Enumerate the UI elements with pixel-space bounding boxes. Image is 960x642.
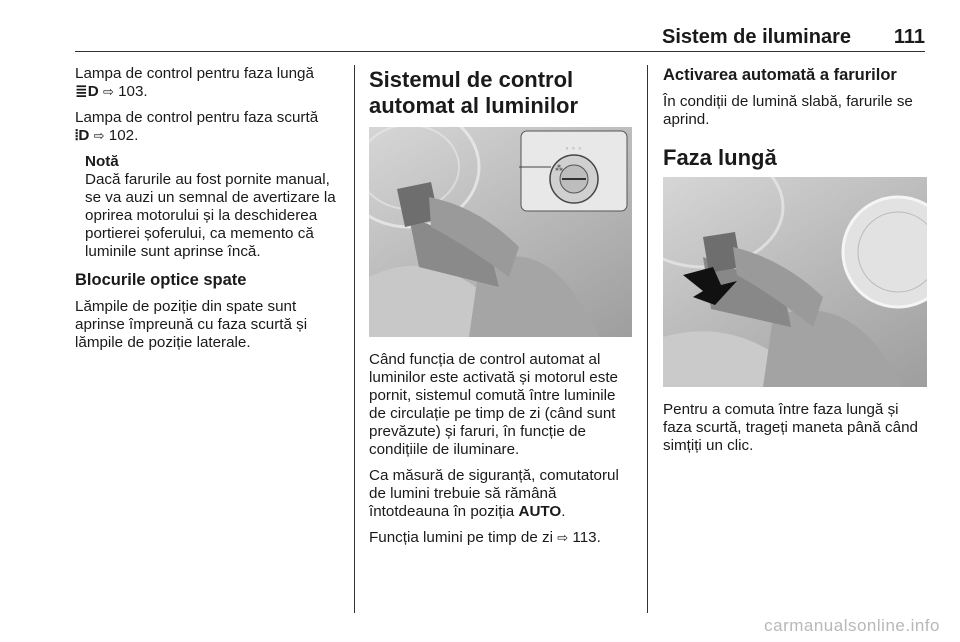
low-beam-icon: ⦙D — [75, 127, 90, 144]
auto-position-label: AUTO — [518, 503, 562, 520]
section-title: Blocurile optice spate — [75, 271, 247, 289]
auto-safety-paragraph — [369, 467, 632, 521]
paragraph-text: Lampa de control pentru faza scurtă — [75, 109, 319, 126]
svg-text:◦ ◦ ◦: ◦ ◦ ◦ — [565, 145, 582, 153]
column-divider — [354, 65, 355, 613]
svg-text:⁂: ⁂ — [555, 164, 563, 173]
high-beam-icon: ≣D — [75, 83, 99, 100]
paragraph-end: . — [561, 503, 566, 520]
note-block — [85, 153, 343, 261]
page-ref-arrow-icon: ⇨ — [102, 84, 114, 99]
page-header — [75, 25, 925, 52]
column-right — [663, 65, 927, 455]
auto-headlamps-text: În condiții de lumină slabă, farurile se aprind. — [663, 93, 913, 128]
paragraph-text: Lampa de control pentru faza lungă — [75, 65, 314, 82]
header-title: Sistem de iluminare — [662, 26, 851, 48]
page-ref-arrow-icon: ⇨ — [557, 530, 569, 545]
column-left — [75, 65, 343, 352]
note-title: Notă — [85, 153, 119, 170]
page-number: 111 — [893, 26, 925, 48]
page-ref-arrow-icon: ⇨ — [93, 128, 105, 143]
paragraph-text: Ca măsură de siguranță, comutatorul de lumini trebuie să rămână întotdeauna în poziția — [369, 467, 619, 520]
high-beam-control-paragraph — [75, 65, 343, 101]
page-ref[interactable]: 113. — [572, 529, 601, 546]
note-text: Dacă farurile au fost pornite manual, se va auzi un semnal de avertizare la oprirea motorului și la deschiderea portierei șoferului, ca memento că luminile sunt aprinse încă. — [85, 171, 336, 260]
section-title: Sistemul de control automat al luminilor — [369, 67, 579, 118]
high-beam-text: Pentru a comuta între faza lungă și faza scurtă, trageți maneta până când simțiți un clic. — [663, 401, 918, 454]
section-title: Faza lungă — [663, 145, 777, 170]
column-middle — [369, 65, 632, 547]
light-switch-illustration — [369, 127, 632, 337]
high-beam-lever-figure — [663, 177, 927, 387]
auto-light-text: Când funcția de control automat al luminilor este activată și motorul este pornit, sistemul comută între luminile de circulație pe timp de zi (când sunt prevăzute) și faruri, în funcție de condițiile de iluminare. — [369, 351, 619, 458]
subsection-title: Activarea automată a farurilor — [663, 66, 897, 84]
low-beam-control-paragraph — [75, 109, 343, 145]
section-text: Lămpile de poziție din spate sunt aprinse împreună cu faza scurtă și lămpile de poziție laterale. — [75, 298, 308, 351]
column-divider — [647, 65, 648, 613]
paragraph-text: Funcția lumini pe timp de zi — [369, 529, 554, 546]
watermark: carmanualsonline.info — [764, 616, 940, 635]
page-ref[interactable]: 103. — [118, 83, 148, 100]
daytime-lights-paragraph — [369, 529, 632, 547]
light-switch-figure — [369, 127, 632, 337]
high-beam-lever-illustration — [663, 177, 927, 387]
page-ref[interactable]: 102. — [108, 127, 139, 144]
